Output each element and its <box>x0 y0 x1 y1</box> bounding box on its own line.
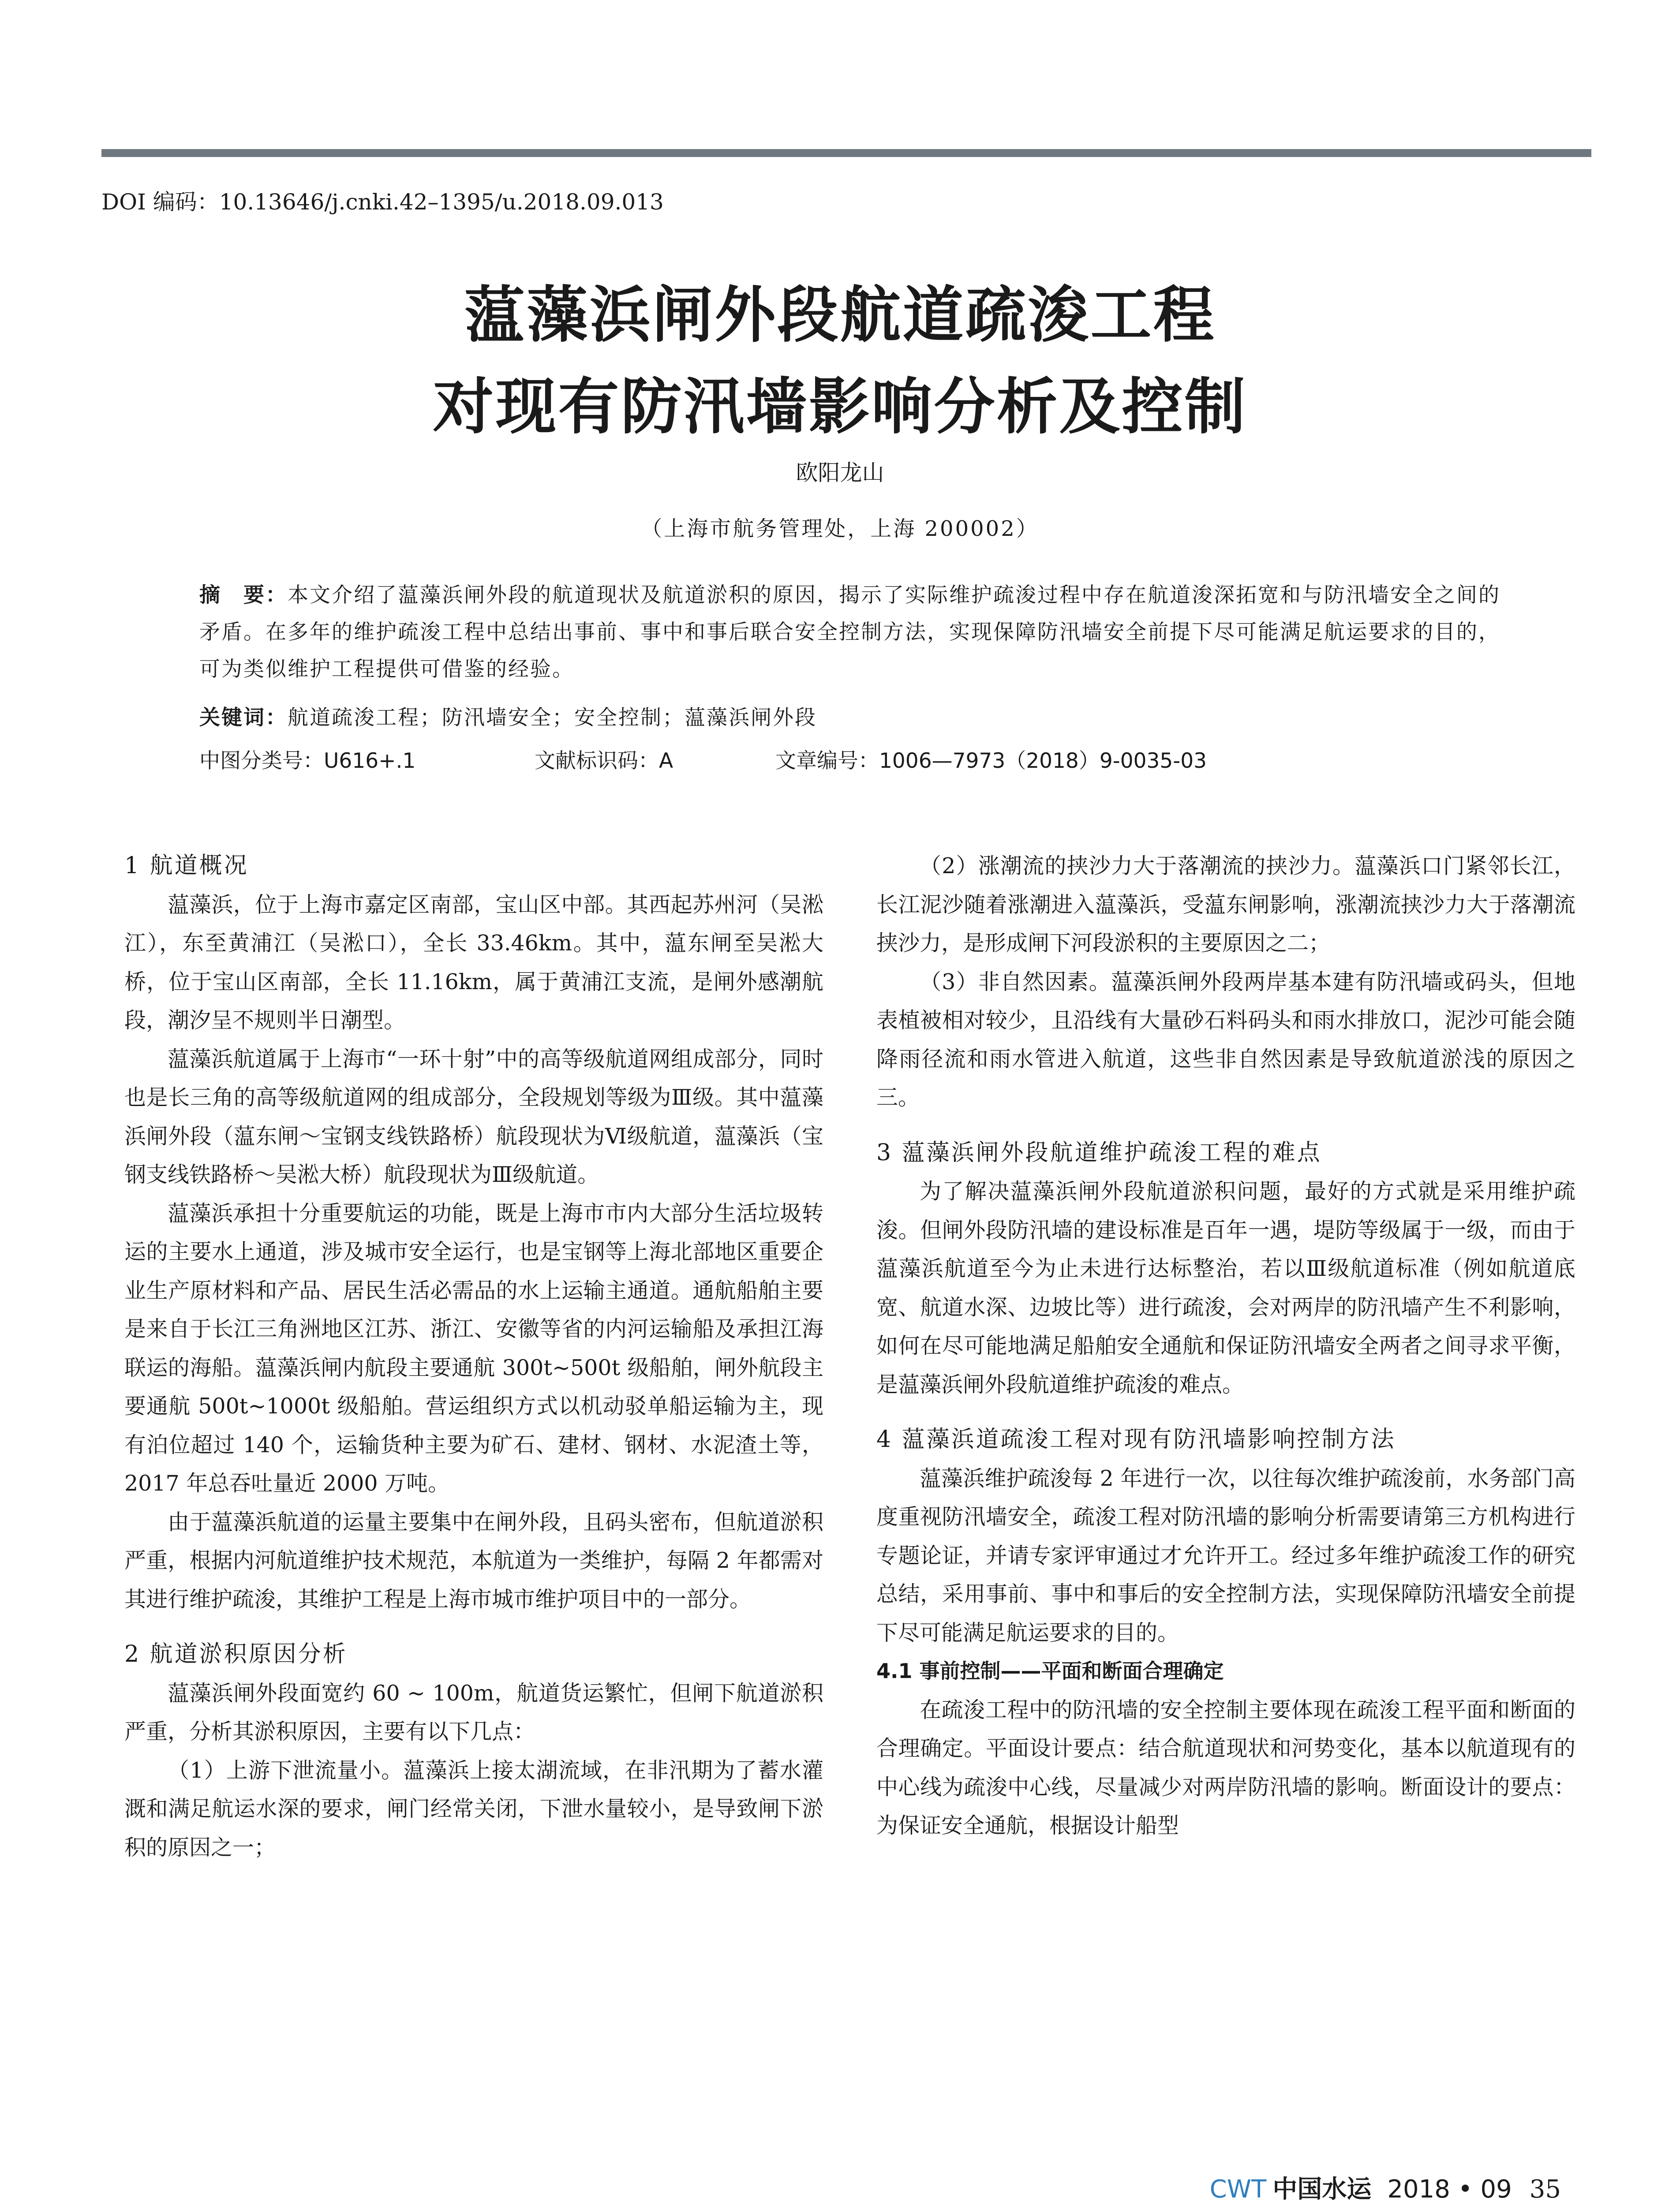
doi-line: DOI 编码：10.13646/j.cnki.42–1395/u.2018.09.013 <box>101 189 664 215</box>
issue-number: 2018 • 09 <box>1387 2175 1512 2204</box>
paragraph: 蕰藻浜承担十分重要航运的功能，既是上海市市内大部分生活垃圾转运的主要水上通道，涉及城市安全运行，也是宝钢等上海北部地区重要企业生产原材料和产品、居民生活必需品的水上运输主通道。通航船舶主要是来自于长江三角洲地区江苏、浙江、安徽等省的内河运输船及承担江海联运的海船。蕰藻浜闸内航段主要通航 300t~500t 级船舶，闸外航段主要通航 500t~1000t 级船舶。营运组织方式以机动驳单船运输为主，现有泊位超过 140 个，运输货种主要为矿石、建材、钢材、水泥渣土等，2017 年总吞吐量近 2000 万吨。 <box>124 1200 823 1496</box>
title-line-1: 蕰藻浜闸外段航道疏浚工程 <box>464 279 1216 351</box>
author: 欧阳龙山 <box>796 460 884 486</box>
paragraph: 蕰藻浜闸外段面宽约 60 ~ 100m，航道货运繁忙，但闸下航道淤积严重，分析其淤积原因，主要有以下几点： <box>124 1680 823 1744</box>
paragraph: 蕰藻浜航道属于上海市“一环十射”中的高等级航道网组成部分，同时也是长三角的高等级航道网的组成部分，全段规划等级为Ⅲ级。其中蕰藻浜闸外段（蕰东闸～宝钢支线铁路桥）航段现状为Ⅵ级航道，蕰藻浜（宝钢支线铁路桥～吴淞大桥）航段现状为Ⅲ级航道。 <box>124 1046 823 1187</box>
section-3-heading: 3 蕰藻浜闸外段航道维护疏浚工程的难点 <box>876 1139 1322 1166</box>
paragraph: （1）上游下泄流量小。蕰藻浜上接太湖流域，在非汛期为了蓄水灌溉和满足航运水深的要求，闸门经常关闭，下泄水量较小，是导致闸下淤积的原因之一； <box>124 1757 823 1860</box>
subsection-4-1-heading: 4.1 事前控制——平面和断面合理确定 <box>876 1659 1224 1683</box>
abstract-label: 摘 要： <box>199 583 288 607</box>
paragraph: 在疏浚工程中的防汛墙的安全控制主要体现在疏浚工程平面和断面的合理确定。平面设计要点：结合航道现状和河势变化，基本以航道现有的中心线为疏浚中心线，尽量减少对两岸防汛墙的影响。断面设计的要点：为保证安全通航，根据设计船型 <box>876 1697 1575 1838</box>
paragraph: 蕰藻浜维护疏浚每 2 年进行一次，以往每次维护疏浚前，水务部门高度重视防汛墙安全，疏浚工程对防汛墙的影响分析需要请第三方机构进行专题论证，并请专家评审通过才允许开工。经过多年维护疏浚工作的研究总结，采用事前、事中和事后的安全控制方法，实现保障防汛墙安全前提下尽可能满足航运要求的目的。 <box>876 1465 1575 1645</box>
title-line-2: 对现有防汛墙影响分析及控制 <box>433 370 1247 442</box>
keywords-text: 航道疏浚工程；防汛墙安全；安全控制；蕰藻浜闸外段 <box>288 706 817 730</box>
clc-number: 中图分类号：U616+.1 <box>199 749 416 773</box>
paragraph: 由于蕰藻浜航道的运量主要集中在闸外段，且码头密布，但航道淤积严重，根据内河航道维护技术规范，本航道为一类维护，每隔 2 年都需对其进行维护疏浚，其维护工程是上海市城市维护项目中的一部分。 <box>124 1509 823 1612</box>
section-1-heading: 1 航道概况 <box>124 852 249 879</box>
abstract-text: 本文介绍了蕰藻浜闸外段的航道现状及航道淤积的原因，揭示了实际维护疏浚过程中存在航道浚深拓宽和与防汛墙安全之间的矛盾。在多年的维护疏浚工程中总结出事前、事中和事后联合安全控制方法，实现保障防汛墙安全前提下尽可能满足航运要求的目的，可为类似维护工程提供可借鉴的经验。 <box>199 583 1500 681</box>
page-number: 35 <box>1529 2175 1561 2204</box>
paragraph: （2）涨潮流的挟沙力大于落潮流的挟沙力。蕰藻浜口门紧邻长江，长江泥沙随着涨潮进入蕰藻浜，受蕰东闸影响，涨潮流挟沙力大于落潮流挟沙力，是形成闸下河段淤积的主要原因之二； <box>876 853 1575 956</box>
paragraph: 为了解决蕰藻浜闸外段航道淤积问题，最好的方式就是采用维护疏浚。但闸外段防汛墙的建设标准是百年一遇，堤防等级属于一级，而由于蕰藻浜航道至今为止未进行达标整治，若以Ⅲ级航道标准（例如航道底宽、航道水深、边坡比等）进行疏浚，会对两岸的防汛墙产生不利影响，如何在尽可能地满足船舶安全通航和保证防汛墙安全两者之间寻求平衡，是蕰藻浜闸外段航道维护疏浚的难点。 <box>876 1179 1575 1397</box>
right-column <box>876 847 1575 1845</box>
paragraph: 蕰藻浜，位于上海市嘉定区南部，宝山区中部。其西起苏州河（吴淞江），东至黄浦江（吴淞口），全长 33.46km。其中，蕰东闸至吴淞大桥，位于宝山区南部，全长 11.16km，属于黄浦江支流，是闸外感潮航段，潮汐呈不规则半日潮型。 <box>124 892 823 1033</box>
page-footer <box>1210 2170 1561 2205</box>
doc-code: 文献标识码：A <box>535 749 673 773</box>
left-column <box>124 847 823 1867</box>
article-title <box>0 269 1680 452</box>
abstract <box>199 577 1505 688</box>
journal-name: 中国水运 <box>1272 2175 1372 2204</box>
keywords-label: 关键词： <box>199 706 288 730</box>
article-number: 文章编号：1006—7973（2018）9-0035-03 <box>775 749 1207 773</box>
section-2-heading: 2 航道淤积原因分析 <box>124 1641 348 1667</box>
classification-line <box>199 744 1505 771</box>
section-4-heading: 4 蕰藻浜道疏浚工程对现有防汛墙影响控制方法 <box>876 1426 1396 1453</box>
affiliation: （上海市航务管理处，上海 200002） <box>641 516 1039 541</box>
keywords <box>199 701 817 731</box>
paragraph: （3）非自然因素。蕰藻浜闸外段两岸基本建有防汛墙或码头，但地表植被相对较少，且沿线有大量砂石料码头和雨水排放口，泥沙可能会随降雨径流和雨水管进入航道，这些非自然因素是导致航道淤浅的原因之三。 <box>876 969 1575 1110</box>
header-rule <box>101 149 1591 157</box>
cwt-logo: CWT <box>1209 2175 1267 2204</box>
